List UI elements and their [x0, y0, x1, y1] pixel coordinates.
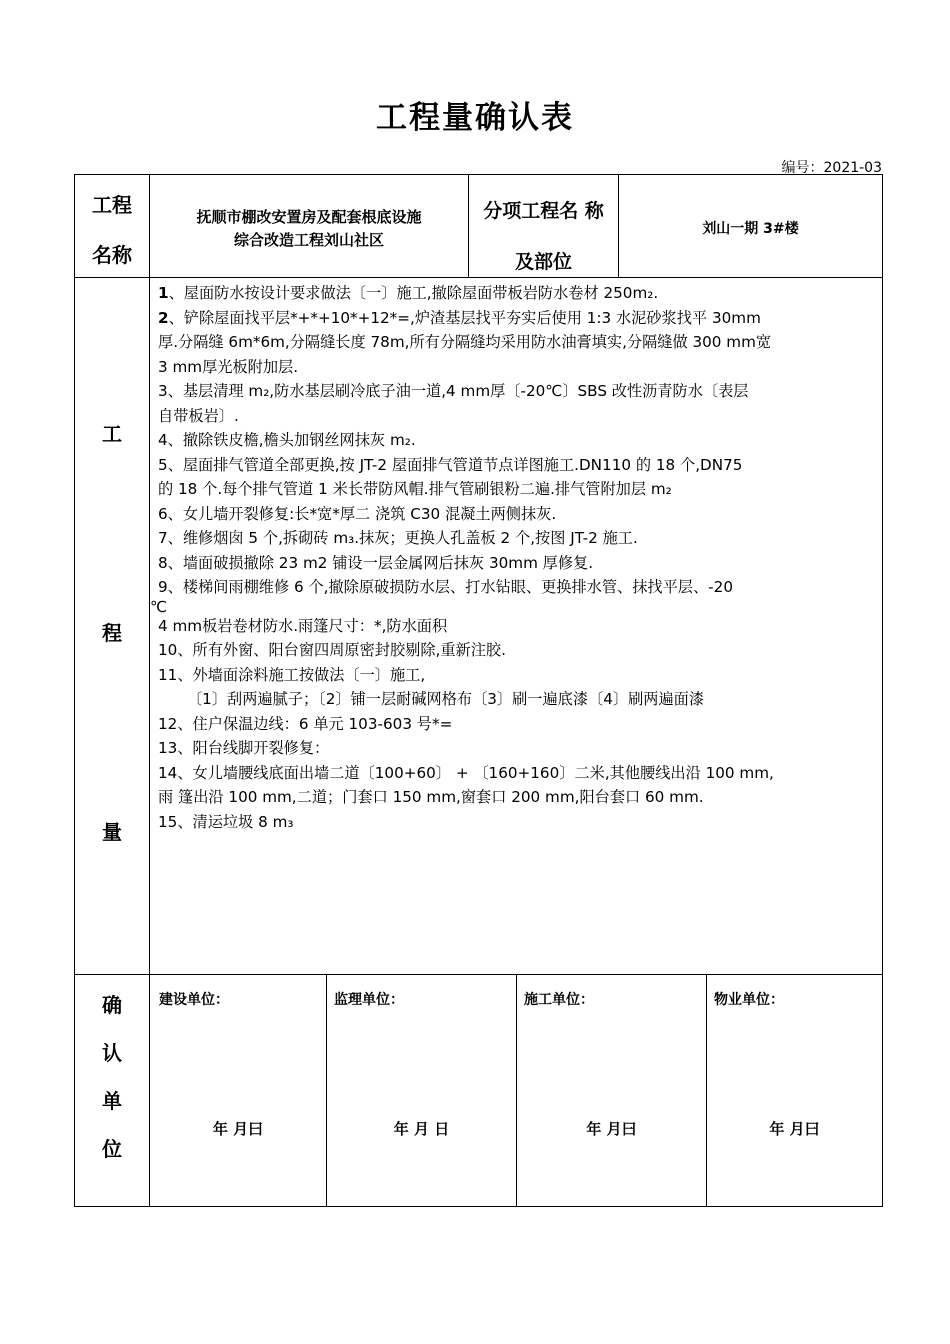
work-item-line: 12、住户保温边线：6 单元 103-603 号*= [158, 714, 453, 733]
confirmation-table [74, 174, 883, 1207]
work-item-line: 3 mm厚光板附加层. [158, 357, 299, 376]
row-divider [75, 277, 882, 278]
work-item-line: 9、楼梯间雨棚维修 6 个,撤除原破损防水层、打水钻眼、更换排水管、抹找平层、-20 [158, 578, 733, 596]
confirm-label-char: 单 [102, 1089, 122, 1113]
work-label-char: 工 [102, 422, 122, 446]
page-title: 工程量确认表 [376, 100, 574, 136]
sub-item-value: 刘山一期 3#楼 [702, 221, 799, 237]
work-item-list [150, 281, 882, 834]
project-label-line1: 工程 [92, 193, 132, 217]
work-item-line: 13、阳台线脚开裂修复： [158, 739, 330, 757]
project-name-line2: 综合改造工程刘山社区 [233, 231, 384, 249]
work-label-char: 量 [102, 820, 122, 844]
work-item-line: 的 18 个.每个排气管道 1 米长带防风帽.排气管刷银粉二遍.排气管附加层 m₂ [158, 480, 672, 498]
work-item-line: 5、屋面排气管道全部更换,按 JT-2 屋面排气管道节点详图施工.DN110 的 18 个,DN75 [158, 455, 743, 474]
work-item-line: 4、撤除铁皮檐,檐头加钢丝网抹灰 m₂. [158, 431, 416, 449]
confirm-label-char: 确 [102, 993, 122, 1017]
column-divider [326, 974, 327, 1206]
supervisor-unit-label: 监理单位： [334, 992, 404, 1008]
builder-unit-date: 年 月曰 [212, 1120, 264, 1138]
work-item-line: 2、铲除屋面找平层*+*+10*+12*=,炉渣基层找平夯实后使用 1:3 水泥砂浆找平 30mm [158, 308, 761, 327]
work-item-line: 1、屋面防水按设计要求做法〔一〕施工,撤除屋面带板岩防水卷材 250m₂. [158, 284, 659, 302]
work-item-line: 10、所有外窗、阳台窗四周原密封胶剔除,重新注胶. [158, 641, 506, 659]
property-unit-label: 物业单位： [714, 992, 784, 1008]
confirm-label-char: 认 [102, 1041, 122, 1065]
supervisor-unit-date: 年 月 日 [393, 1120, 450, 1138]
contractor-unit-date: 年 月曰 [586, 1120, 637, 1138]
confirm-label-char: 位 [102, 1137, 122, 1161]
column-divider [516, 974, 517, 1206]
serial-number: 编号：2021-03 [781, 160, 882, 176]
work-item-line: 4 mm板岩卷材防水.雨篷尺寸：*,防水面积 [158, 616, 448, 635]
sub-item-label-line1: 分项工程名 称 [483, 200, 604, 222]
work-item-line: 自带板岩〕. [158, 406, 239, 425]
work-item-line: 7、维修烟囱 5 个,拆砌砖 m₃.抹灰；更换人孔盖板 2 个,按图 JT-2 施工. [158, 529, 638, 547]
work-item-line: ℃ [150, 597, 168, 616]
project-name-line1: 抚顺市棚改安置房及配套根底设施 [196, 208, 422, 226]
builder-unit-label: 建设单位： [159, 992, 229, 1008]
work-item-line: 厚.分隔缝 6m*6m,分隔缝长度 78m,所有分隔缝均采用防水油膏填实,分隔缝做 300 mm宽 [158, 333, 772, 351]
work-item-line: 6、女儿墙开裂修复:长*宽*厚二 浇筑 C30 混凝土两侧抹灰. [158, 504, 557, 523]
work-item-line: 雨 篷出沿 100 mm,二道；门套口 150 mm,窗套口 200 mm,阳台套口 60 mm. [158, 788, 704, 806]
work-item-line: 〔1〕刮两遍腻子；〔2〕铺一层耐碱网格布〔3〕刷一遍底漆〔4〕刷两遍面漆 [158, 690, 705, 708]
work-item-line: 14、女儿墙腰线底面出墙二道〔100+60〕 + 〔160+160〕二米,其他腰线出沿 100 mm, [158, 763, 774, 782]
row-divider [75, 974, 882, 975]
work-label-char: 程 [102, 621, 122, 645]
column-divider [706, 974, 707, 1206]
property-unit-date: 年 月曰 [769, 1120, 820, 1138]
project-label-line2: 名称 [92, 243, 132, 267]
work-item-line: 3、基层清理 m₂,防水基层刷冷底子油一道,4 mm厚〔-20℃〕SBS 改性沥青防水〔表层 [158, 382, 749, 400]
work-item-line: 8、墙面破损撤除 23 m2 铺设一层金属网后抹灰 30mm 厚修复. [158, 553, 594, 572]
contractor-unit-label: 施工单位： [524, 992, 594, 1008]
work-item-line: 11、外墙面涂料施工按做法〔一〕施工, [158, 665, 426, 684]
sub-item-label-line2: 及部位 [514, 251, 572, 273]
work-item-line: 15、清运垃圾 8 m₃ [158, 812, 294, 831]
column-divider [149, 175, 150, 1206]
